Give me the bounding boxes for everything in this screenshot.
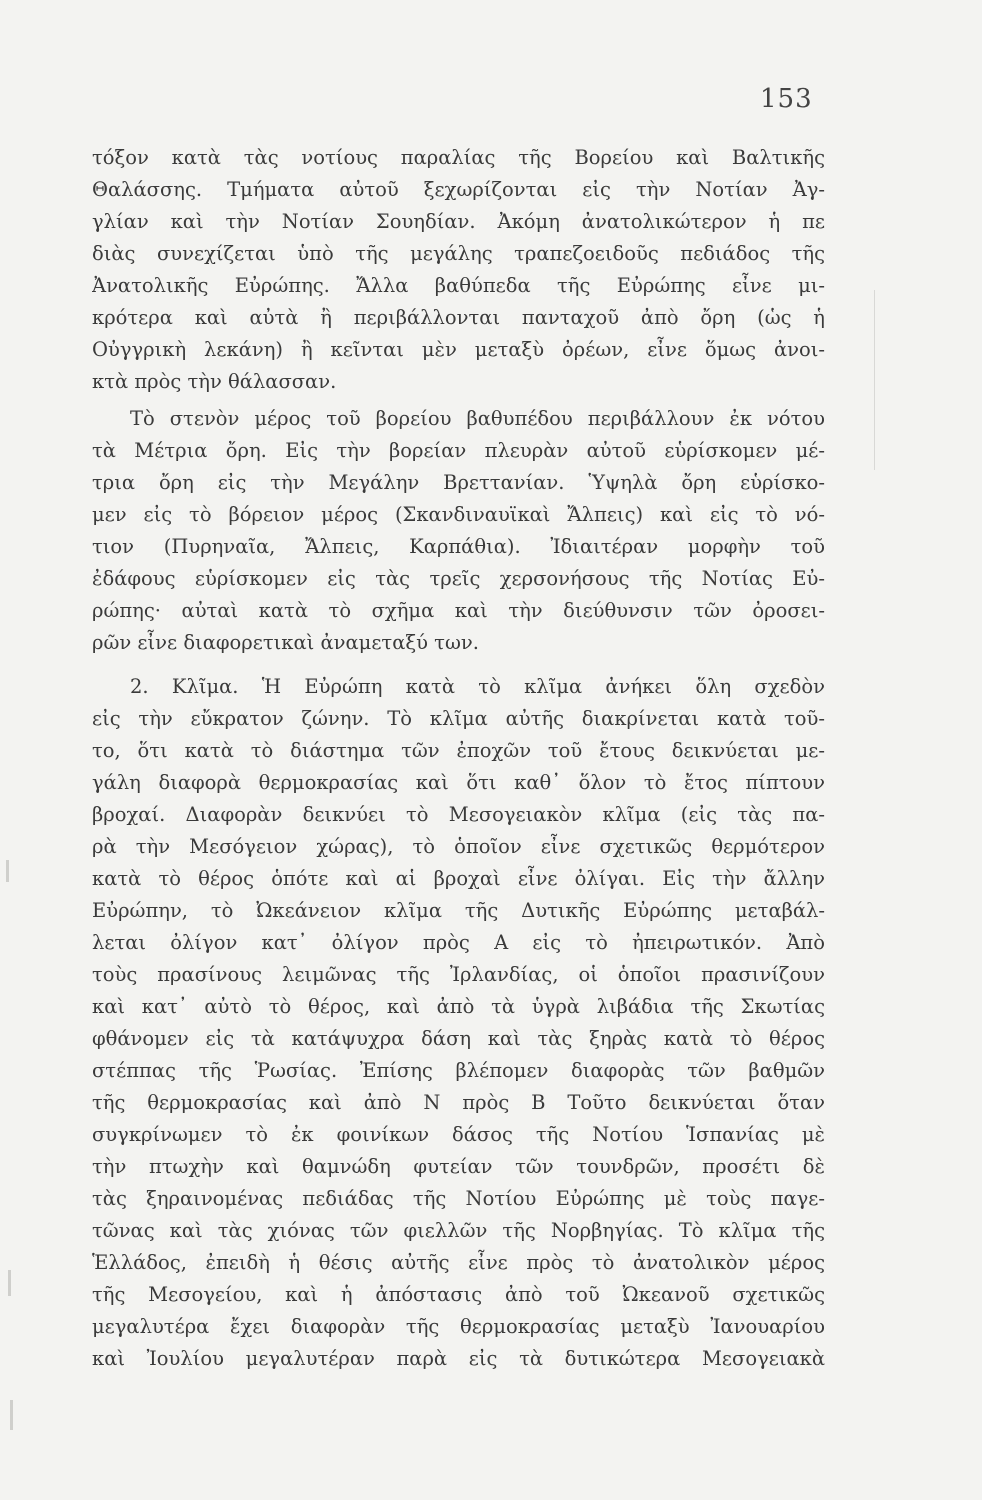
text-line: συγκρίνωμεν τὸ ἐκ φοινίκων δάσος τῆς Νοτίου Ἱσπανίας μὲ <box>92 1123 825 1146</box>
text-line: Εὐρώπην, τὸ Ὠκεάνειον κλῖμα τῆς Δυτικῆς Εὐρώπης μεταβάλ- <box>92 899 825 922</box>
page-number: 153 <box>760 84 813 114</box>
text-line: διὰς συνεχίζεται ὑπὸ τῆς μεγάλης τραπεζοειδοῦς πεδιάδος τῆς <box>92 242 825 265</box>
text-line: τὰ Μέτρια ὄρη. Εἰς τὴν βορείαν πλευρὰν αὐτοῦ εὑρίσκομεν μέ- <box>92 439 825 462</box>
text-line: τῆς θερμοκρασίας καὶ ἀπὸ Ν πρὸς Β Τοῦτο δεικνύεται ὅταν <box>92 1091 825 1114</box>
text-line: Ἑλλάδος, ἐπειδὴ ἡ θέσις αὐτῆς εἶνε πρὸς τὸ ἀνατολικὸν μέρος <box>92 1251 825 1274</box>
text-line: Τὸ στενὸν μέρος τοῦ βορείου βαθυπέδου περιβάλλουν ἐκ νότου <box>130 407 825 430</box>
text-line: τοὺς πρασίνους λειμῶνας τῆς Ἰρλανδίας, οἱ ὁποῖοι πρασινίζουν <box>92 963 825 986</box>
margin-mark <box>10 1400 13 1430</box>
text-line: λεται ὀλίγον κατ᾿ ὀλίγον πρὸς Α εἰς τὸ ἠπειρωτικόν. Ἀπὸ <box>92 931 825 954</box>
text-line: στέππας τῆς Ῥωσίας. Ἐπίσης βλέπομεν διαφορὰς τῶν βαθμῶν <box>92 1059 825 1082</box>
text-line: γλίαν καὶ τὴν Νοτίαν Σουηδίαν. Ἀκόμη ἀνατολικώτερον ἡ πε <box>92 210 825 233</box>
text-line: τὰς ξηραινομένας πεδιάδας τῆς Νοτίου Εὐρώπης μὲ τοὺς παγε- <box>92 1187 825 1210</box>
text-line: Ἀνατολικῆς Εὐρώπης. Ἄλλα βαθύπεδα τῆς Εὐρώπης εἶνε μι- <box>92 274 825 297</box>
text-line: το, ὅτι κατὰ τὸ διάστημα τῶν ἐποχῶν τοῦ ἔτους δεικνύεται με- <box>92 739 825 762</box>
text-line: καὶ Ἰουλίου μεγαλυτέραν παρὰ εἰς τὰ δυτικώτερα Μεσογειακὰ <box>92 1347 825 1370</box>
text-line: τόξον κατὰ τὰς νοτίους παραλίας τῆς Βορείου καὶ Βαλτικῆς <box>92 146 825 169</box>
text-line: ρῶν εἶνε διαφορετικαὶ ἀναμεταξύ των. <box>92 631 479 654</box>
text-line: κατὰ τὸ θέρος ὁπότε καὶ αἱ βροχαὶ εἶνε ὀλίγαι. Εἰς τὴν ἄλλην <box>92 867 825 890</box>
text-line: καὶ κατ᾿ αὐτὸ τὸ θέρος, καὶ ἀπὸ τὰ ὑγρὰ λιβάδια τῆς Σκωτίας <box>92 995 825 1018</box>
text-line: εἰς τὴν εὔκρατον ζώνην. Τὸ κλῖμα αὐτῆς διακρίνεται κατὰ τοῦ- <box>92 707 825 730</box>
margin-mark <box>6 860 9 882</box>
text-line: ρὰ τὴν Μεσόγειον χώρας), τὸ ὁποῖον εἶνε σχετικῶς θερμότερον <box>92 835 825 858</box>
text-line: ρώπης· αὐταὶ κατὰ τὸ σχῆμα καὶ τὴν διεύθυνσιν τῶν ὀροσει- <box>92 599 825 622</box>
text-line: τιον (Πυρηναῖα, Ἄλπεις, Καρπάθια). Ἰδιαιτέραν μορφὴν τοῦ <box>92 535 825 558</box>
text-line: Οὐγγρικὴ λεκάνη) ἢ κεῖνται μὲν μεταξὺ ὀρέων, εἶνε ὅμως ἀνοι- <box>92 338 825 361</box>
text-line: τὴν πτωχὴν καὶ θαμνώδη φυτείαν τῶν τουνδρῶν, προσέτι δὲ <box>92 1155 825 1178</box>
text-line: ἐδάφους εὑρίσκομεν εἰς τὰς τρεῖς χερσονήσους τῆς Νοτίας Εὐ- <box>92 567 825 590</box>
text-line: γάλη διαφορὰ θερμοκρασίας καὶ ὅτι καθ᾿ ὅλον τὸ ἔτος πίπτουν <box>92 771 825 794</box>
text-line: βροχαί. Διαφορὰν δεικνύει τὸ Μεσογειακὸν κλῖμα (εἰς τὰς πα- <box>92 803 825 826</box>
text-line: τῆς Μεσογείου, καὶ ἡ ἀπόστασις ἀπὸ τοῦ Ὠκεανοῦ σχετικῶς <box>92 1283 825 1306</box>
text-line: τρια ὄρη εἰς τὴν Μεγάλην Βρεττανίαν. Ὑψηλὰ ὄρη εὑρίσκο- <box>92 471 825 494</box>
text-line: 2. Κλῖμα. Ἡ Εὐρώπη κατὰ τὸ κλῖμα ἀνήκει ὅλη σχεδὸν <box>130 675 825 698</box>
text-line: φθάνομεν εἰς τὰ κατάψυχρα δάση καὶ τὰς ξηρὰς κατὰ τὸ θέρος <box>92 1027 825 1050</box>
text-line: τῶνας καὶ τὰς χιόνας τῶν φιελλῶν τῆς Νορβηγίας. Τὸ κλῖμα τῆς <box>92 1219 825 1242</box>
text-line: κτὰ πρὸς τὴν θάλασσαν. <box>92 370 337 393</box>
text-line: μεν εἰς τὸ βόρειον μέρος (Σκανδιναυϊκαὶ Ἄλπεις) καὶ εἰς τὸ νό- <box>92 503 825 526</box>
text-line: μεγαλυτέρα ἔχει διαφορὰν τῆς θερμοκρασίας μεταξὺ Ἰανουαρίου <box>92 1315 825 1338</box>
text-line: κρότερα καὶ αὐτὰ ἢ περιβάλλονται πανταχοῦ ἀπὸ ὄρη (ὡς ἡ <box>92 306 825 329</box>
margin-rule <box>874 290 875 470</box>
text-line: Θαλάσσης. Τμήματα αὐτοῦ ξεχωρίζονται εἰς τὴν Νοτίαν Ἀγ- <box>92 178 825 201</box>
margin-mark <box>8 1270 11 1296</box>
